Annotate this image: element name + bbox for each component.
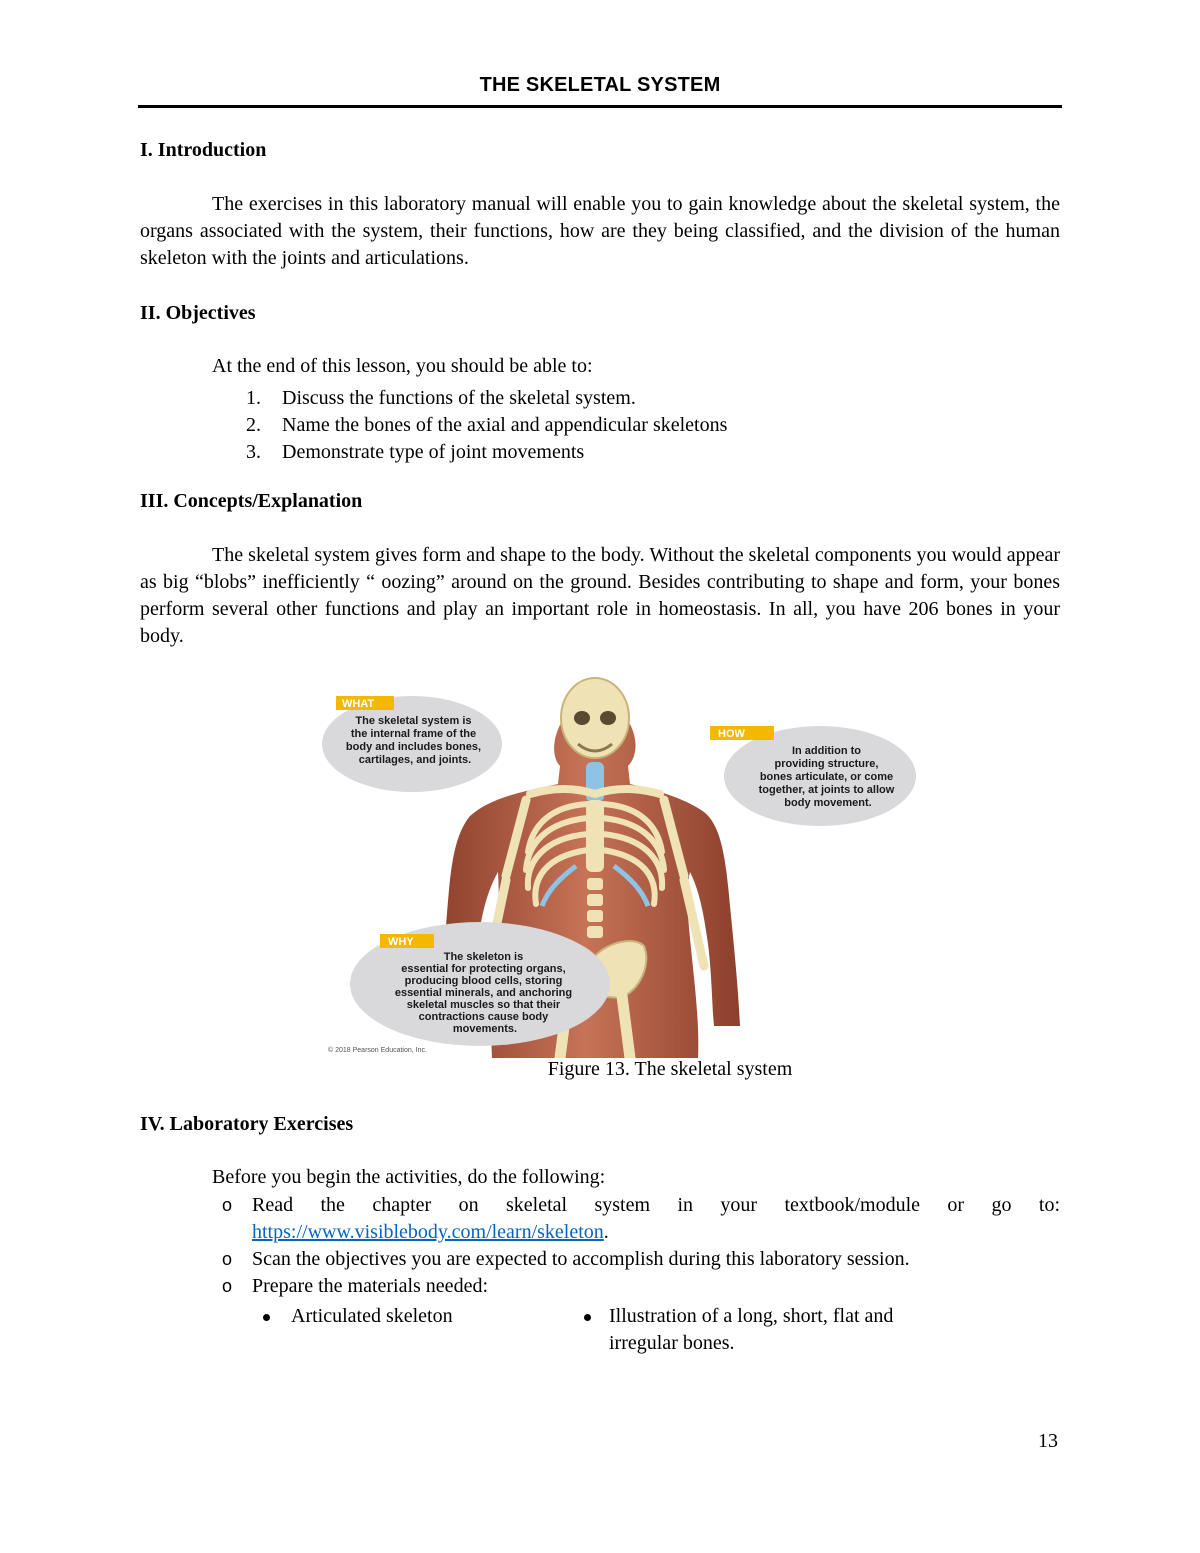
material-bullet xyxy=(584,1314,591,1321)
objective-item: 1. Discuss the functions of the skeletal system. xyxy=(246,387,636,409)
page-number: 13 xyxy=(1038,1430,1058,1452)
objectives-list xyxy=(246,385,727,466)
sternum xyxy=(586,800,604,872)
material-item-illustration: Illustration of a long, short, flat and xyxy=(609,1305,894,1327)
lab-step-scan: o Scan the objectives you are expected to accomplish during this laboratory session. xyxy=(252,1246,1060,1273)
concepts-paragraph: The skeletal system gives form and shape to the body. Without the skeletal components you would appear as big “blobs” inefficiently “ oozing” around on the ground. Besides contributing to shape and form, your bones perform several other functions and play an important role in homeostasis. In all, you have 206 bones in your body. xyxy=(140,544,1060,647)
svg-text:In addition to providing: In addition to providing structure, bones articulate, or come together, at joints to allow body movement. xyxy=(758,745,895,809)
figure-caption: Figure 13. The skeletal system xyxy=(547,1058,793,1080)
svg-text:The skeleton is essentia: The skeleton is essential for protecting organs, producing blood cells, storing essential minerals, and anchoring skeletal muscles so that their contractions cause body movements. xyxy=(394,951,573,1035)
visiblebody-link[interactable]: https://www.visiblebody.com/learn/skeleton xyxy=(252,1221,604,1243)
lab-step-prepare: o Prepare the materials needed: xyxy=(252,1273,1060,1300)
material-item-skeleton: Articulated skeleton xyxy=(291,1305,453,1327)
what-callout xyxy=(322,696,502,792)
objective-item: 3. Demonstrate type of joint movements xyxy=(246,441,585,463)
introduction-paragraph: The exercises in this laboratory manual will enable you to gain knowledge about the skeletal system, the organs associated with the system, their functions, how are they being classified, and the division of the human skeleton with the joints and articulations. xyxy=(140,193,1060,269)
material-bullet xyxy=(263,1314,270,1321)
skull xyxy=(561,678,629,758)
page-title: THE SKELETAL SYSTEM xyxy=(479,74,721,96)
bullet-marker: o xyxy=(222,1195,233,1215)
svg-text:WHY: WHY xyxy=(388,936,414,948)
bullet-marker: o xyxy=(222,1249,233,1269)
figure-credit: © 2018 Pearson Education, Inc. xyxy=(328,1047,427,1054)
skeletal-system-figure xyxy=(320,666,920,1058)
why-callout xyxy=(350,922,610,1046)
lab-step-read: o Read the chapter on skeletal system in your textbook/module or go to: https://www.visiblebody.com/learn/skeleton. xyxy=(222,1194,1060,1243)
lab-lead: Before you begin the activities, do the following: xyxy=(212,1166,606,1188)
svg-text:The skeletal system is t: The skeletal system is the internal frame of the body and includes bones, cartilages, and joints. xyxy=(345,715,482,766)
objective-item: 2. Name the bones of the axial and appendicular skeletons xyxy=(246,414,728,436)
title-rule xyxy=(138,105,1062,108)
section-heading-introduction: I. Introduction xyxy=(140,139,267,161)
svg-text:WHAT: WHAT xyxy=(342,698,375,710)
svg-text:HOW: HOW xyxy=(718,728,745,740)
objectives-lead: At the end of this lesson, you should be able to: xyxy=(212,355,593,377)
bullet-marker: o xyxy=(222,1276,233,1296)
material-item-illustration-cont: irregular bones. xyxy=(609,1332,735,1354)
section-heading-objectives: II. Objectives xyxy=(140,302,256,324)
section-heading-laboratory: IV. Laboratory Exercises xyxy=(140,1113,354,1135)
section-heading-concepts: III. Concepts/Explanation xyxy=(140,490,363,512)
